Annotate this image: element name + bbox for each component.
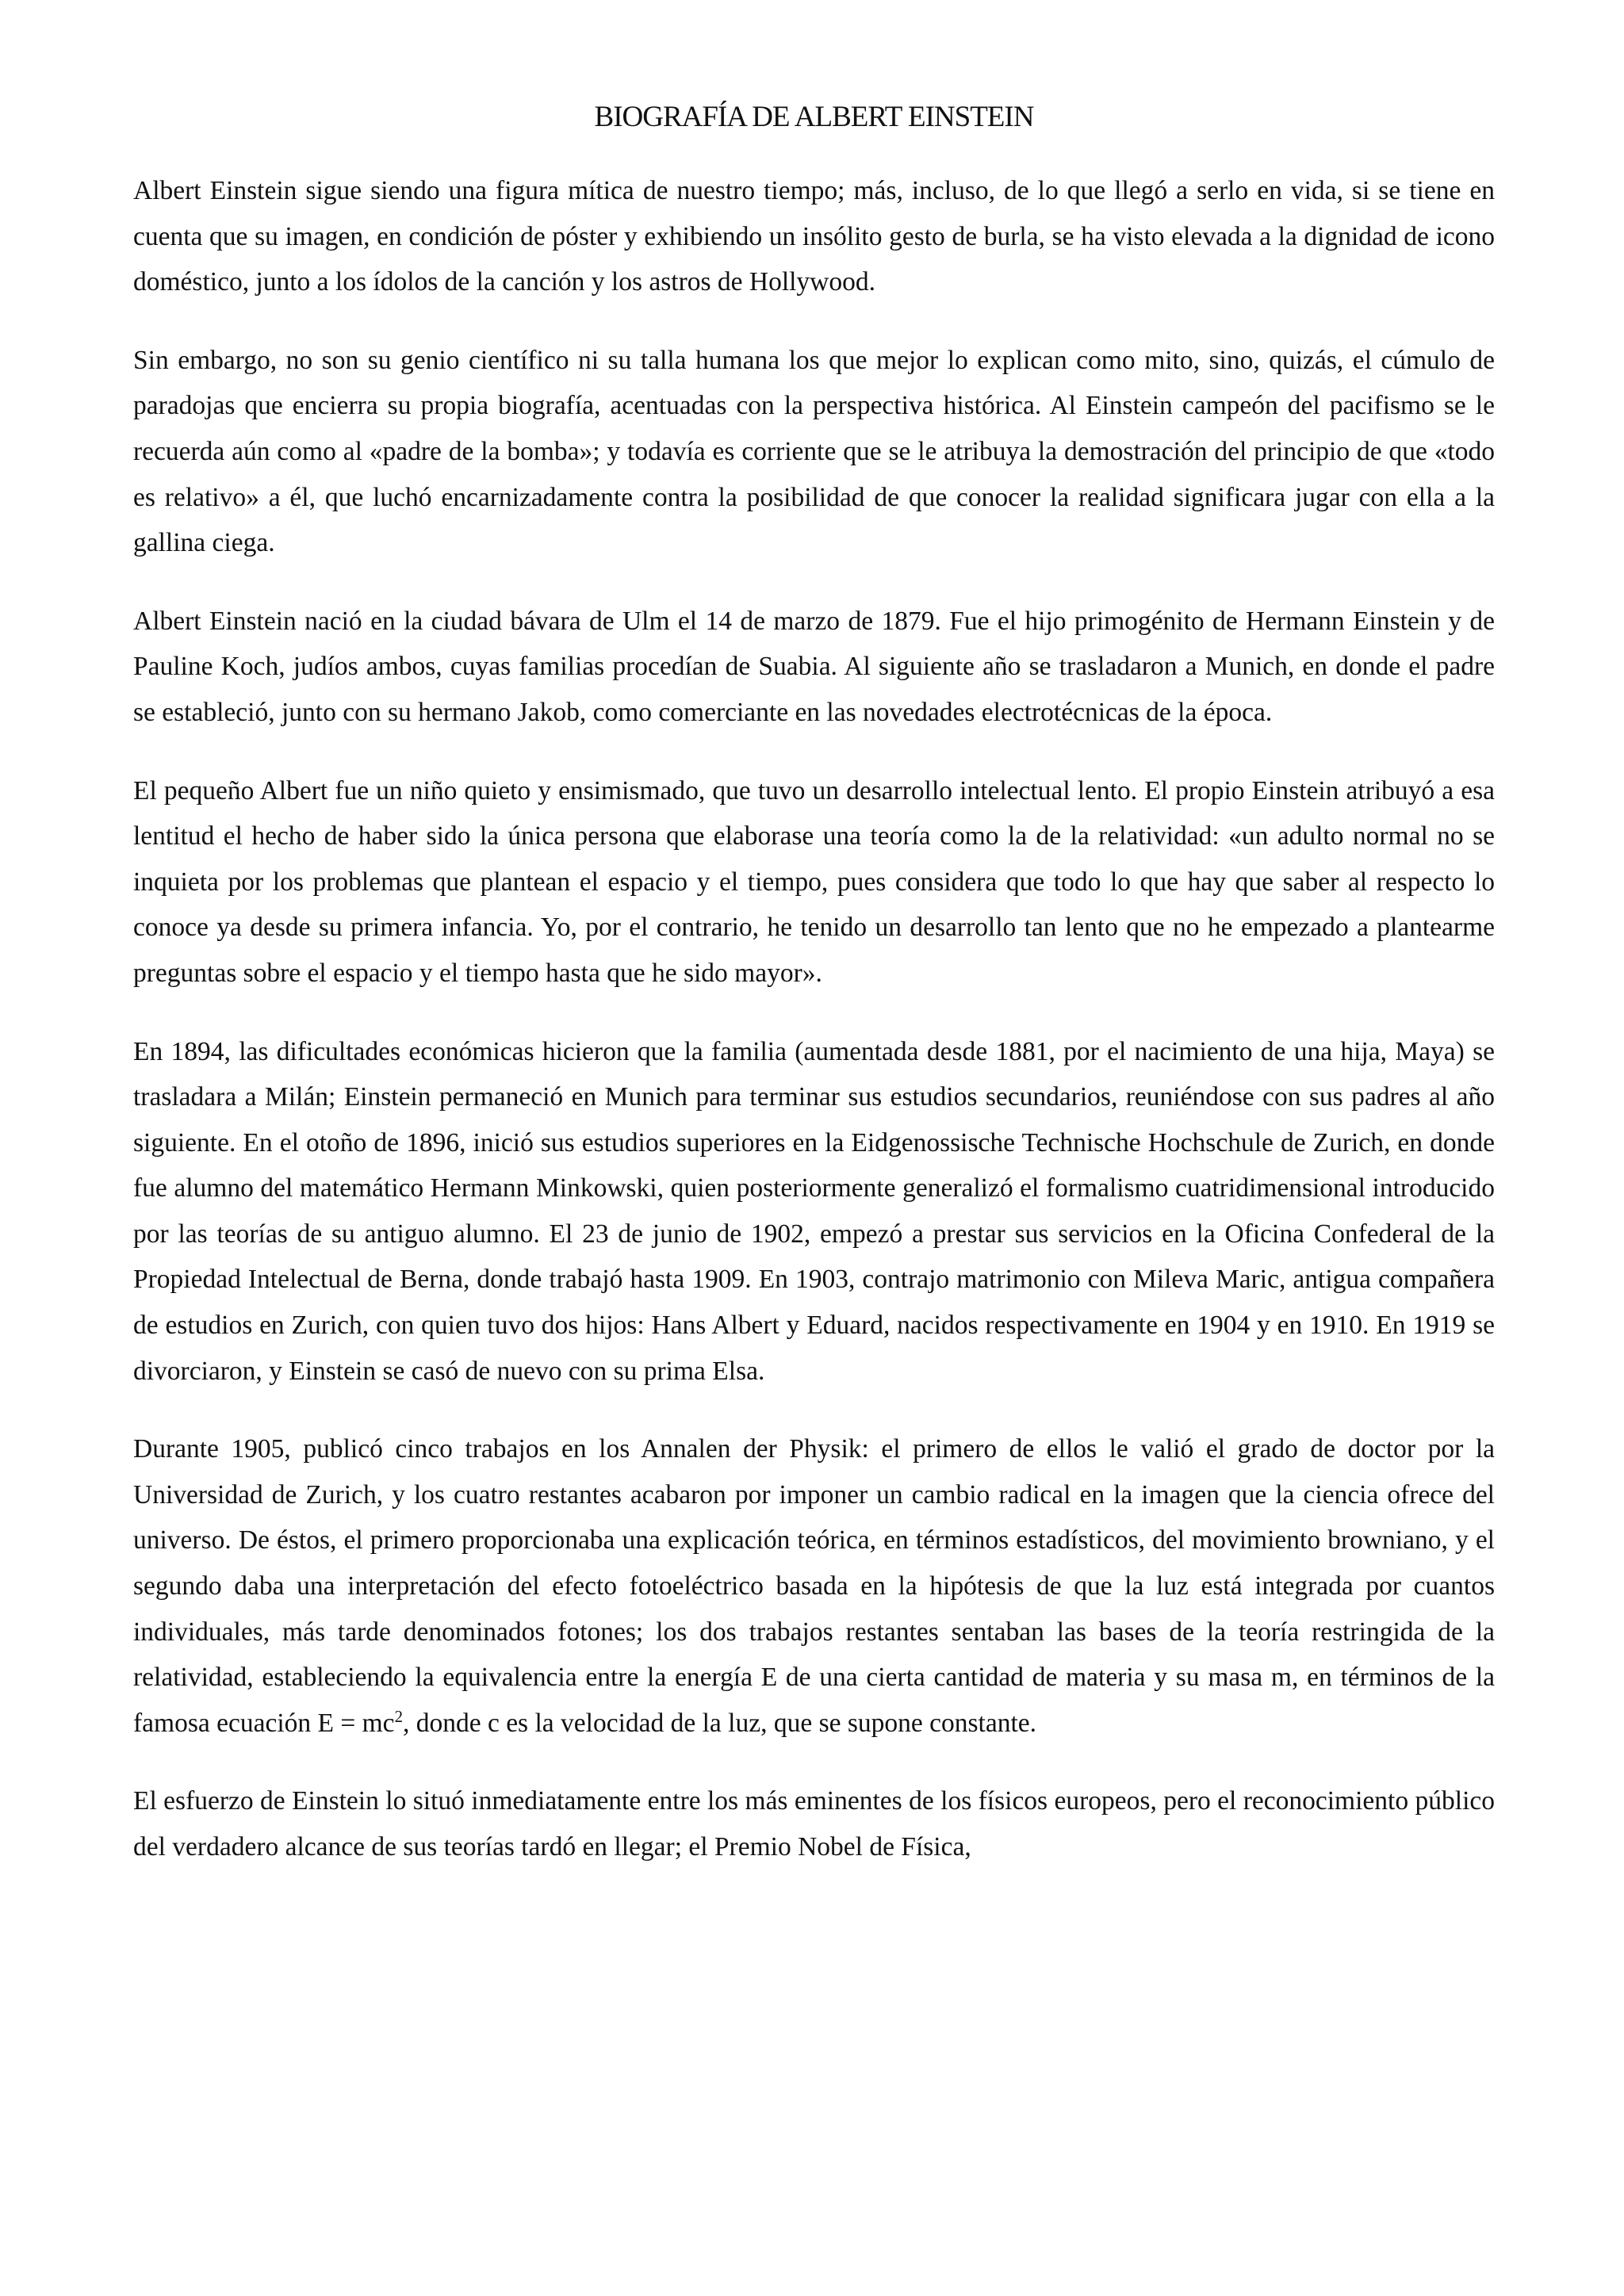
paragraph-3: Albert Einstein nació en la ciudad bávara de Ulm el 14 de marzo de 1879. Fue el hijo primogénito de Hermann Einstein y de Pauline Koch, judíos ambos, cuyas familias procedían de Suabia. Al siguiente año se trasladaron a Munich, en donde el padre se estableció, junto con su hermano Jakob, como comerciante en las novedades electrotécnicas de la época.	[133, 606, 1495, 727]
paragraph-7: El esfuerzo de Einstein lo situó inmediatamente entre los más eminentes de los físicos europeos, pero el reconocimiento público del verdadero alcance de sus teorías tardó en llegar; el Premio Nobel de Física,	[133, 1786, 1495, 1862]
paragraph-1: Albert Einstein sigue siendo una figura mítica de nuestro tiempo; más, incluso, de lo que llegó a serlo en vida, si se tiene en cuenta que su imagen, en condición de póster y exhibiendo un insólito gesto de burla, se ha visto elevada a la dignidad de icono doméstico, junto a los ídolos de la canción y los astros de Hollywood.	[133, 176, 1495, 297]
paragraph-4: El pequeño Albert fue un niño quieto y ensimismado, que tuvo un desarrollo intelectual lento. El propio Einstein atribuyó a esa lentitud el hecho de haber sido la única persona que elaborase una teoría como la de la relatividad: «un adulto normal no se inquieta por los problemas que plantean el espacio y el tiempo, pues considera que todo lo que hay que saber al respecto lo conoce ya desde su primera infancia. Yo, por el contrario, he tenido un desarrollo tan lento que no he empezado a plantearme preguntas sobre el espacio y el tiempo hasta que he sido mayor».	[133, 775, 1495, 988]
paragraph-6-tail: , donde c es la velocidad de la luz, que se supone constante.	[402, 1708, 1037, 1738]
page-title: BIOGRAFÍA DE ALBERT EINSTEIN	[594, 101, 1034, 133]
paragraph-6	[133, 1426, 1495, 1746]
exponent-superscript: 2	[394, 1707, 403, 1726]
paragraph-5: En 1894, las dificultades económicas hicieron que la familia (aumentada desde 1881, por el nacimiento de una hija, Maya) se trasladara a Milán; Einstein permaneció en Munich para terminar sus estudios secundarios, reuniéndose con sus padres al año siguiente. En el otoño de 1896, inició sus estudios superiores en la Eidgenossische Technische Hochschule de Zurich, en donde fue alumno del matemático Hermann Minkowski, quien posteriormente generalizó el formalismo cuatridimensional introducido por las teorías de su antiguo alumno. El 23 de junio de 1902, empezó a prestar sus servicios en la Oficina Confederal de la Propiedad Intelectual de Berna, donde trabajó hasta 1909. En 1903, contrajo matrimonio con Mileva Maric, antigua compañera de estudios en Zurich, con quien tuvo dos hijos: Hans Albert y Eduard, nacidos respectivamente en 1904 y en 1910. En 1919 se divorciaron, y Einstein se casó de nuevo con su prima Elsa.	[133, 1036, 1495, 1386]
paragraph-2: Sin embargo, no son su genio científico ni su talla humana los que mejor lo explican como mito, sino, quizás, el cúmulo de paradojas que encierra su propia biografía, acentuadas con la perspectiva histórica. Al Einstein campeón del pacifismo se le recuerda aún como al «padre de la bomba»; y todavía es corriente que se le atribuya la demostración del principio de que «todo es relativo» a él, que luchó encarnizadamente contra la posibilidad de que conocer la realidad significara jugar con ella a la gallina ciega.	[133, 345, 1495, 558]
paragraph-6-text: Durante 1905, publicó cinco trabajos en los Annalen der Physik: el primero de ellos le valió el grado de doctor por la Universidad de Zurich, y los cuatro restantes acabaron por imponer un cambio radical en la imagen que la ciencia ofrece del universo. De éstos, el primero proporcionaba una explicación teórica, en términos estadísticos, del movimiento browniano, y el segundo daba una interpretación del efecto fotoeléctrico basada en la hipótesis de que la luz está integrada por cuantos individuales, más tarde denominados fotones; los dos trabajos restantes sentaban las bases de la teoría restringida de la relatividad, estableciendo la equivalencia entre la energía E de una cierta cantidad de materia y su masa m, en términos de la famosa ecuación E = mc	[133, 1434, 1495, 1738]
